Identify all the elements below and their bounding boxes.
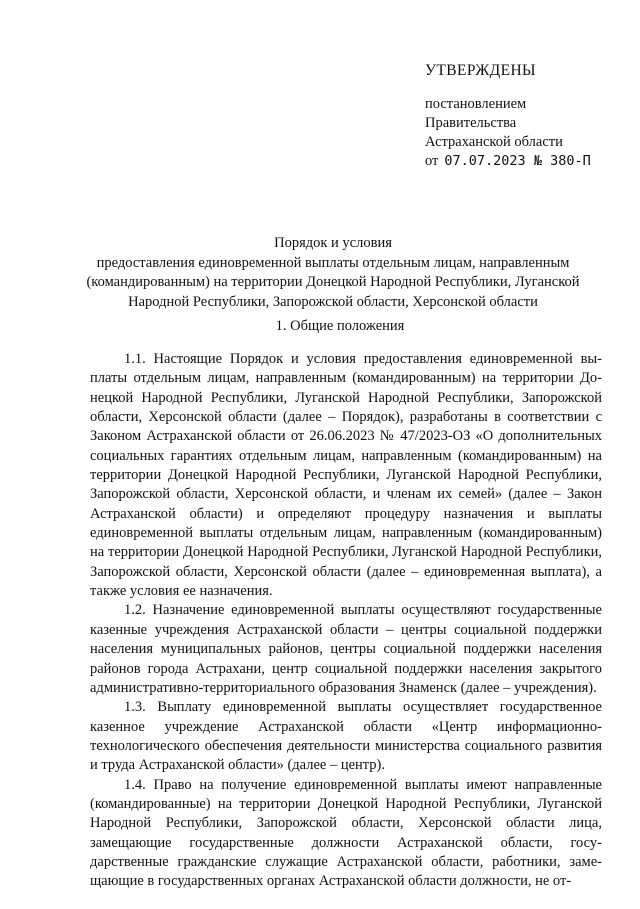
approval-line: Астраханской области [425,134,563,150]
title-line: (командированным) на территории Донецкой Народной Республики, Луганской [86,274,580,291]
approval-date-prefix: от [425,153,439,169]
section-heading: 1. Общие положения [275,318,405,334]
title-line: предоставления единовременной выплаты отдельным лицам, направленным [96,254,570,271]
approval-block [425,62,625,171]
document-title [70,234,596,312]
paragraph-1-4: 1.4. Право на получение единовременной выплаты имеют направленные (командированные) на территории Донецкой Народной Республики, Луганской Народной Республики, Запорожской области, Херсонской области лица, замещающие государственные должности Астраханской области, государственные гражданские служащие Астраханской области, работники, замещающие в государственных органах Астраханской области должности, не от- [90,776,602,890]
approval-date-stamp: 07.07.2023 № 380-П [444,153,591,169]
paragraph-1-3: 1.3. Выплату единовременной выплаты осуществляет государственное казенное учреждение Астраханской области «Центр информационно-технологического обеспечения деятельности министерства социального развития и труда Астраханской области» (далее – центр). [90,699,602,774]
approval-heading: УТВЕРЖДЕНЫ [425,62,536,79]
paragraph-1-1: 1.1. Настоящие Порядок и условия предоставления единовременной выплаты отдельным лицам, направленным (командированным) на территории Донецкой Народной Республики, Луганской Народной Республики, Запорожской области, Херсонской области (далее – Порядок), разработаны в соответствии с Законом Астраханской области от 26.06.2023 № 47/2023-ОЗ «О дополнительных социальных гарантиях отдельным лицам, направленным (командированным) на территории Донецкой Народной Республики, Луганской Народной Республики, Запорожской области, Херсонской области, и членам их семей» (далее – Закон Астраханской области) и определяют процедуру назначения и выплаты единовременной выплаты отдельным лицам, направленным (командированным) на территории Донецкой Народной Республики, Луганской Народной Республики, Запорожской области, Херсонской области (далее – единовременная выплата), а также условия ее назначения. [90,351,602,600]
approval-date-row [425,152,625,171]
approval-line: Правительства [425,115,517,131]
document-body [90,350,602,892]
title-line: Порядок и условия [274,235,392,251]
approval-line: постановлением [425,96,527,112]
paragraph-1-2: 1.2. Назначение единовременной выплаты осуществляют государственные казенные учреждения Астраханской области – центры социальной поддержки населения муниципальных районов, центры социальной поддержки населения районов города Астрахани, центр социальной поддержки населения закрытого административно-территориального образования Знаменск (далее – учреждения). [90,602,602,696]
title-line: Народной Республики, Запорожской области, Херсонской области [128,293,538,310]
